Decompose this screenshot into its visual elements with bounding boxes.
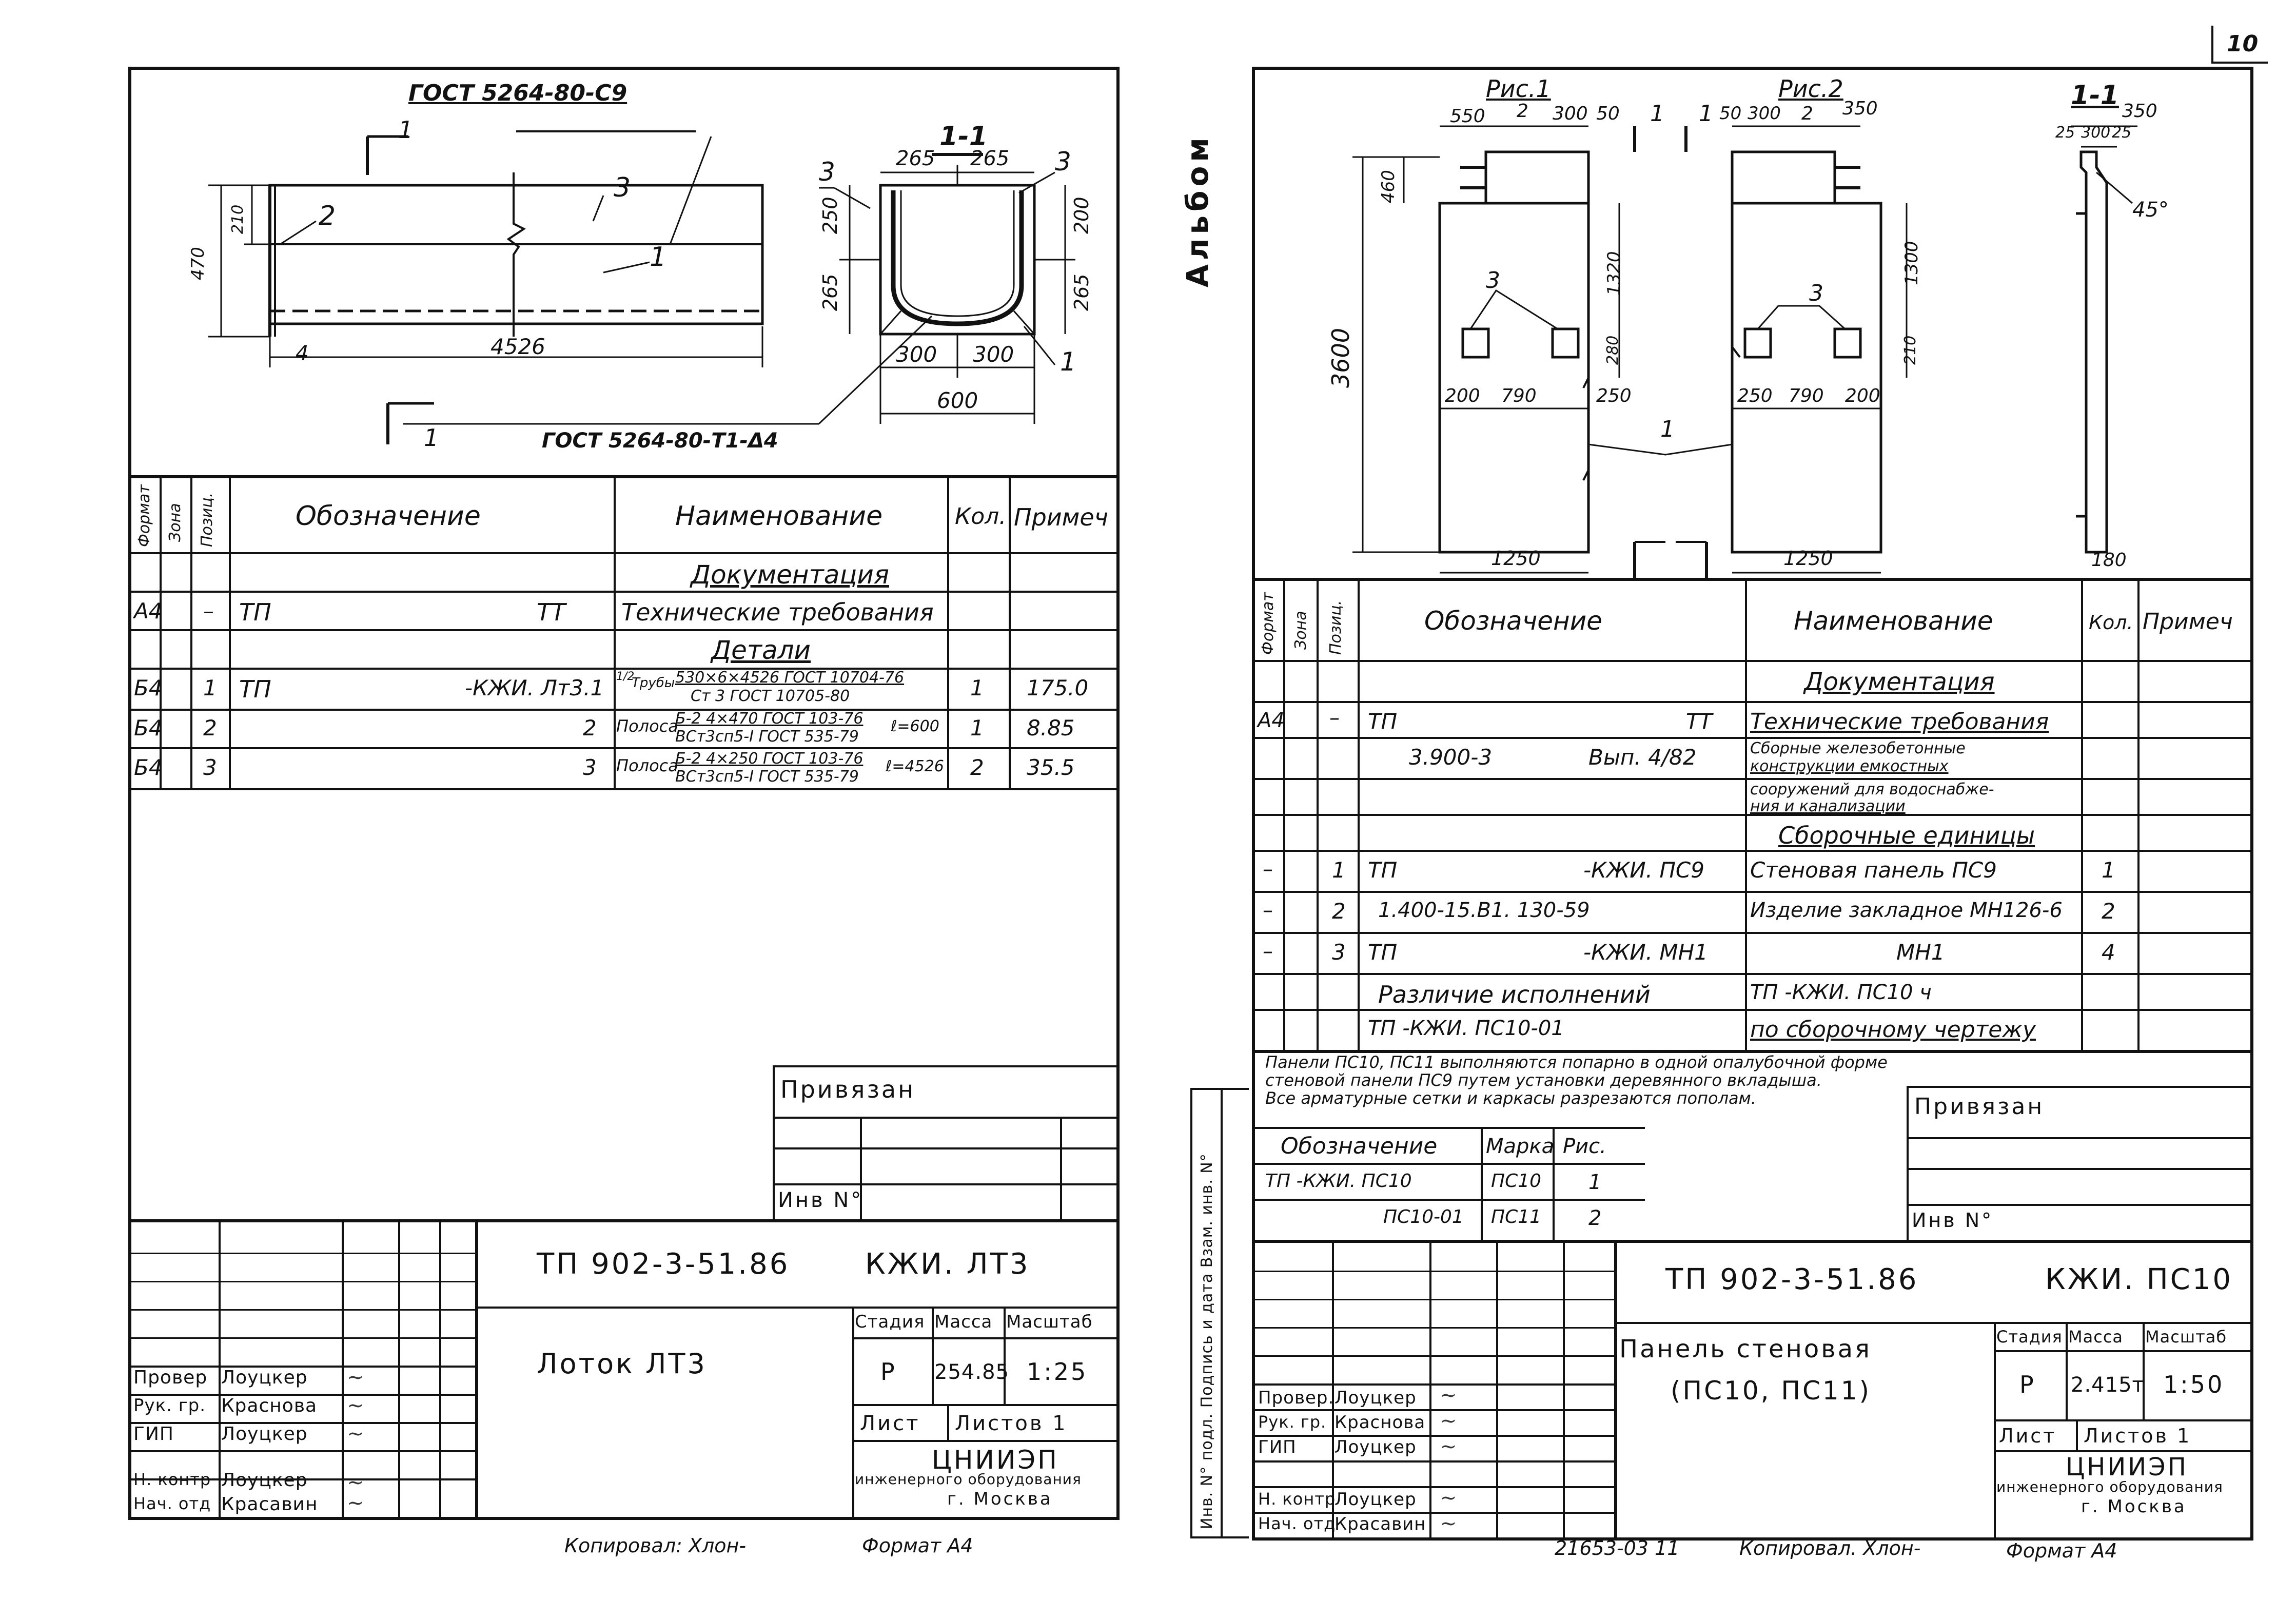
- right-stage: Р: [2019, 1371, 2036, 1398]
- right-drawing: [1255, 70, 2250, 578]
- left-name-3: Лоуцкер: [221, 1424, 308, 1445]
- row2-des-b: -КЖИ. Лт3.1: [465, 675, 604, 700]
- left-privyazan-label: Привязан: [780, 1076, 916, 1103]
- row3-name-top: Б-2 4×470 ГОСТ 103-76: [675, 710, 864, 728]
- row1-des-b: ТТ: [537, 598, 566, 626]
- row1-pos: –: [203, 598, 214, 623]
- r-row2-pos: 2: [1332, 899, 1346, 924]
- dim-4526: 4526: [490, 334, 545, 359]
- right-mass-header: Масса: [2068, 1327, 2124, 1347]
- row2-kind: Трубы: [632, 675, 675, 691]
- r-row-tt-des-b: ТТ: [1686, 709, 1713, 734]
- r-row1-name: Стеновая панель ПС9: [1750, 857, 1997, 883]
- row2-name-top: 530×6×4526 ГОСТ 10704-76: [675, 669, 905, 687]
- right-name-2: Краснова: [1335, 1412, 1426, 1433]
- row2-pos: 1: [203, 675, 217, 700]
- r-row3-name: МН1: [1896, 940, 1945, 965]
- variants-des-header: Обозначение: [1281, 1133, 1438, 1159]
- right-privyazan-box: [1907, 1086, 2250, 1240]
- right-spec-table: [1255, 578, 2250, 1040]
- variants-row2-fig: 2: [1588, 1206, 1602, 1230]
- left-footer-format: Формат А4: [862, 1534, 973, 1557]
- dim-470: 470: [188, 247, 208, 280]
- left-sheets-label: Листов 1: [955, 1412, 1068, 1435]
- left-stage: Р: [880, 1358, 897, 1386]
- right-drawing-svg: [1255, 70, 2250, 578]
- right-role-4: Н. контр: [1258, 1489, 1336, 1509]
- right-title-block: [1255, 1240, 2250, 1537]
- row1-format: А4: [134, 598, 163, 623]
- rdim-180: 180: [2091, 550, 2127, 571]
- right-sheet-label: Лист: [1999, 1425, 2057, 1447]
- right-signature-3: ~: [1440, 1435, 1457, 1458]
- r-row2-qty: 2: [2102, 899, 2115, 924]
- left-role-5: Нач. отд: [133, 1494, 211, 1513]
- col-zone-header: Зона: [166, 503, 184, 542]
- row3-format: Б4: [134, 715, 163, 740]
- row2-note: 175.0: [1027, 675, 1089, 700]
- left-signature-1: ~: [347, 1366, 364, 1389]
- row3-extra: ℓ=600: [891, 717, 939, 735]
- left-signature-2: ~: [347, 1394, 364, 1417]
- right-scale-header: Масштаб: [2145, 1327, 2227, 1347]
- left-stage-header: Стадия: [855, 1312, 925, 1332]
- right-section-label: 1-1: [2071, 80, 2119, 111]
- left-doc-code: ТП 902-3-51.86: [537, 1247, 790, 1281]
- gost-top-label: ГОСТ 5264-80-С9: [408, 80, 627, 106]
- rdim-300c: 300: [2081, 124, 2111, 142]
- r-row-tt-des-a: ТП: [1368, 709, 1398, 734]
- rdim-25b: 25: [2112, 124, 2132, 142]
- r-row1-des-a: ТП: [1368, 857, 1398, 883]
- r-row-album-name-3: сооружений для водоснабже-: [1750, 781, 1994, 798]
- r-row3-pos: 3: [1332, 940, 1346, 965]
- col-designation-header: Обозначение: [296, 501, 481, 532]
- rdim-350a: 350: [1842, 98, 1878, 119]
- variants-mark-header: Марка: [1486, 1135, 1555, 1158]
- right-doc-number: КЖИ. ПС10: [2045, 1263, 2233, 1296]
- r-row1-qty: 1: [2102, 857, 2115, 883]
- rdim-200a: 200: [1445, 385, 1480, 406]
- r-col-note-header: Примеч: [2143, 609, 2233, 635]
- row2-name-bot: Ст 3 ГОСТ 10705-80: [691, 687, 850, 705]
- right-name-1: Лоуцкер: [1335, 1388, 1417, 1408]
- rdim-45deg: 45°: [2132, 198, 2169, 222]
- rdim-200b: 200: [1845, 385, 1880, 406]
- right-org1: ЦНИИЭП: [2066, 1453, 2188, 1481]
- left-sheet: [128, 67, 1120, 1520]
- r-row-tt-pos: –: [1329, 706, 1340, 730]
- rdim-460: 460: [1378, 170, 1399, 203]
- r-row-album-name-2: конструкции емкостных: [1750, 757, 1949, 775]
- rdim-1300: 1300: [1901, 241, 1922, 285]
- section-pos1: 1: [1060, 347, 1076, 377]
- right-role-5: Нач. отд: [1258, 1514, 1336, 1533]
- col-pos-header: Позиц.: [198, 492, 216, 547]
- right-signature-4: ~: [1440, 1486, 1457, 1510]
- right-diff-row2: [1255, 1009, 2250, 1050]
- rdim-350b: 350: [2122, 101, 2157, 122]
- row3-kind: Полоса: [616, 716, 678, 736]
- r-row3-qty: 4: [2102, 940, 2115, 965]
- rdim-50b: 50: [1719, 103, 1742, 124]
- r-row3-des-a: ТП: [1368, 940, 1398, 965]
- r-diff-row1-name: ТП -КЖИ. ПС10 ч: [1750, 981, 1932, 1004]
- left-name-5: Красавин: [221, 1494, 318, 1515]
- left-inv-label: Инв N°: [778, 1188, 864, 1212]
- row2-frac: 1/2: [616, 670, 635, 683]
- rdim-3a: 3: [1486, 267, 1500, 294]
- rdim-3600: 3600: [1327, 327, 1355, 388]
- row4-kind: Полоса: [616, 756, 678, 775]
- rdim-3b: 3: [1809, 280, 1823, 306]
- variants-row1-des: ТП -КЖИ. ПС10: [1265, 1171, 1412, 1192]
- dim-600: 600: [937, 388, 978, 413]
- row4-name-bot: ВСт3сп5-I ГОСТ 535-79: [675, 768, 859, 786]
- rdim-50a: 50: [1596, 103, 1620, 124]
- right-doc-name-2: (ПС10, ПС11): [1671, 1376, 1872, 1406]
- page-number-underline: [2211, 62, 2268, 64]
- right-doc-code: ТП 902-3-51.86: [1665, 1263, 1919, 1296]
- left-doc-name: Лоток ЛТ3: [537, 1348, 707, 1380]
- row1-des-a: ТП: [239, 598, 271, 626]
- r-col-zone-header: Зона: [1292, 611, 1310, 650]
- left-drawing: [131, 70, 1116, 475]
- left-org2: инженерного оборудования: [855, 1471, 1082, 1488]
- variants-row2-mark: ПС11: [1491, 1206, 1542, 1227]
- rdim-250a: 250: [1596, 385, 1632, 406]
- section-pos3a: 3: [819, 157, 835, 187]
- r-row2-format: –: [1263, 899, 1273, 922]
- rdim-1320: 1320: [1604, 251, 1624, 296]
- right-doc-name-1: Панель стеновая: [1619, 1335, 1872, 1363]
- row4-name-top: Б-2 4×250 ГОСТ 103-76: [675, 750, 864, 768]
- right-note-1: Панели ПС10, ПС11 выполняются попарно в одной опалубочной форме: [1265, 1052, 1888, 1072]
- section-docs: Документация: [691, 560, 889, 590]
- row1-name: Технические требования: [621, 598, 934, 626]
- left-name-1: Лоуцкер: [221, 1367, 308, 1388]
- left-signature-5: ~: [347, 1491, 364, 1515]
- left-footer-copied: Копировал: Хлон-: [564, 1534, 747, 1557]
- right-inv-label: Инв N°: [1912, 1209, 1994, 1232]
- variants-row2-des: ПС10-01: [1383, 1206, 1464, 1227]
- right-name-4: Лоуцкер: [1335, 1489, 1417, 1510]
- rdim-280: 280: [1604, 335, 1622, 365]
- pos1-label: 1: [650, 242, 667, 272]
- col-note-header: Примеч: [1014, 503, 1108, 531]
- r-row-album-name-1: Сборные железобетонные: [1750, 739, 1966, 757]
- row4-des-b: 3: [583, 755, 597, 780]
- r-row1-des-b: -КЖИ. ПС9: [1583, 857, 1704, 883]
- variants-fig-header: Рис.: [1563, 1135, 1606, 1158]
- dim-265a: 265: [896, 147, 935, 170]
- cut-mark-top: 1: [398, 116, 414, 144]
- dim-265d: 265: [1070, 274, 1093, 311]
- r-diff-row2-des: ТП -КЖИ. ПС10-01: [1368, 1017, 1564, 1040]
- gost-bottom-label: ГОСТ 5264-80-Т1-Δ4: [542, 429, 778, 453]
- r-section-docs: Документация: [1804, 668, 1995, 696]
- r-row-tt-name: Технические требования: [1750, 709, 2049, 735]
- row4-extra: ℓ=4526: [886, 757, 944, 775]
- rdim-210: 210: [1901, 335, 1919, 365]
- right-sheet: [1252, 67, 2253, 1541]
- right-variants-table: [1255, 1127, 1645, 1240]
- left-spec-table: [131, 475, 1116, 886]
- right-org3: г. Москва: [2081, 1496, 2187, 1517]
- rdim-1b: 1: [1699, 101, 1713, 127]
- r-row-album-des-b: Вып. 4/82: [1588, 745, 1697, 770]
- col-qty-header: Кол.: [955, 503, 1007, 530]
- rdim-790a: 790: [1501, 385, 1537, 406]
- right-role-1: Провер.: [1258, 1388, 1335, 1408]
- r-row-album-name-4: ния и канализации: [1750, 797, 1906, 815]
- row4-pos: 3: [203, 755, 217, 780]
- row3-name-bot: ВСт3сп5-I ГОСТ 535-79: [675, 728, 859, 746]
- r-col-qty-header: Кол.: [2089, 611, 2133, 634]
- right-note-3: Все арматурные сетки и каркасы разрезаются пополам.: [1265, 1088, 1756, 1108]
- variants-row1-fig: 1: [1588, 1171, 1602, 1194]
- left-sheet-label: Лист: [860, 1412, 920, 1435]
- row2-qty: 1: [970, 675, 984, 700]
- r-col-pos-header: Позиц.: [1327, 600, 1345, 655]
- left-role-2: Рук. гр.: [133, 1395, 206, 1416]
- right-footer-copied: Копировал. Хлон-: [1739, 1537, 1921, 1559]
- right-note-2: стеновой панели ПС9 путем установки деревянного вкладыша.: [1265, 1070, 1822, 1090]
- right-signature-5: ~: [1440, 1512, 1457, 1535]
- right-name-3: Лоуцкер: [1335, 1437, 1417, 1457]
- row3-note: 8.85: [1027, 715, 1075, 740]
- right-name-5: Красавин: [1335, 1514, 1426, 1534]
- left-mass: 254.85: [934, 1360, 1009, 1384]
- pos2-label: 2: [319, 201, 336, 231]
- cut-mark-bottom: 1: [424, 424, 439, 452]
- fig2-label: Рис.2: [1778, 75, 1843, 103]
- r-col-format-header: Формат: [1259, 592, 1277, 655]
- left-role-3: ГИП: [133, 1424, 174, 1445]
- row3-pos: 2: [203, 715, 217, 740]
- right-signature-1: ~: [1440, 1383, 1457, 1407]
- fig1-label: Рис.1: [1486, 75, 1551, 103]
- left-signature-3: ~: [347, 1422, 364, 1446]
- r-row2-name: Изделие закладное МН126-6: [1750, 899, 2063, 922]
- section-pos3b: 3: [1055, 147, 1071, 177]
- dim-265c: 265: [819, 274, 841, 311]
- left-role-1: Провер: [133, 1367, 208, 1388]
- row4-note: 35.5: [1027, 755, 1075, 780]
- dim-4: 4: [296, 342, 309, 365]
- row4-qty: 2: [970, 755, 984, 780]
- right-stage-header: Стадия: [1996, 1327, 2063, 1347]
- r-col-designation-header: Обозначение: [1424, 606, 1602, 636]
- rdim-250b: 250: [1737, 385, 1773, 406]
- right-footer-format: Формат А4: [2006, 1539, 2117, 1562]
- rdim-25a: 25: [2055, 124, 2075, 142]
- rdim-1a: 1: [1650, 101, 1664, 127]
- col-format-header: Формат: [135, 484, 153, 547]
- right-role-3: ГИП: [1258, 1437, 1297, 1457]
- left-org1: ЦНИИЭП: [932, 1445, 1059, 1475]
- page-number: 10: [2227, 31, 2259, 57]
- rdim-1c: 1: [1660, 416, 1675, 442]
- col-name-header: Наименование: [675, 501, 883, 532]
- dim-250: 250: [819, 197, 841, 234]
- r-section-units: Сборочные единицы: [1778, 822, 2035, 849]
- dim-265b: 265: [970, 147, 1010, 170]
- pos3-label: 3: [614, 172, 631, 203]
- r-col-name-header: Наименование: [1794, 606, 1993, 636]
- right-org2: инженерного оборудования: [1996, 1478, 2223, 1495]
- right-scale: 1:50: [2163, 1371, 2225, 1398]
- r-row-album-des-a: 3.900-3: [1409, 745, 1493, 770]
- right-sheets-label: Листов 1: [2084, 1425, 2192, 1447]
- row2-format: Б4: [134, 675, 163, 700]
- right-mass: 2.415т: [2071, 1373, 2145, 1397]
- left-scale-header: Масштаб: [1006, 1312, 1093, 1332]
- left-org3: г. Москва: [947, 1489, 1053, 1509]
- dim-300a: 300: [896, 342, 937, 367]
- rdim-1250a: 1250: [1491, 547, 1541, 570]
- r-diff-row2-name: по сборочному чертежу: [1750, 1017, 2036, 1043]
- r-row2-des-a: 1.400-15.В1. 130-59: [1378, 899, 1590, 922]
- left-mass-header: Масса: [934, 1312, 993, 1332]
- left-doc-number: КЖИ. ЛТ3: [865, 1247, 1030, 1281]
- row4-format: Б4: [134, 755, 163, 780]
- r-row1-pos: 1: [1332, 857, 1346, 883]
- left-role-4: Н. контр: [133, 1470, 211, 1489]
- rdim-790b: 790: [1789, 385, 1824, 406]
- left-title-block: [131, 1219, 1116, 1517]
- r-row-tt-format: А4: [1258, 709, 1285, 732]
- left-name-2: Краснова: [221, 1395, 318, 1416]
- r-row3-format: –: [1263, 940, 1273, 963]
- rdim-550: 550: [1450, 106, 1485, 127]
- r-row1-format: –: [1263, 857, 1273, 881]
- variants-row1-mark: ПС10: [1491, 1171, 1542, 1192]
- left-name-4: Лоуцкер: [221, 1470, 308, 1491]
- dim-210: 210: [229, 204, 247, 234]
- right-side-stamp: Инв. N° подл. Подпись и дата Взам. инв. N°: [1198, 1153, 1216, 1529]
- left-signature-4: ~: [347, 1471, 364, 1494]
- r-diff-label: Различие исполнений: [1378, 981, 1651, 1008]
- dim-300b: 300: [973, 342, 1014, 367]
- right-privyazan-label: Привязан: [1914, 1094, 2045, 1120]
- album-label: Альбом: [1180, 133, 1215, 287]
- left-privyazan-box: [773, 1065, 1116, 1219]
- rdim-2a: 2: [1517, 101, 1528, 122]
- section-parts: Детали: [711, 635, 811, 665]
- right-role-2: Рук. гр.: [1258, 1412, 1327, 1432]
- row3-qty: 1: [970, 715, 984, 740]
- dim-200: 200: [1070, 197, 1093, 234]
- page-number-bracket: [2211, 26, 2213, 62]
- section-label: 1-1: [939, 121, 988, 152]
- rdim-300b: 300: [1748, 103, 1781, 124]
- rdim-1250b: 1250: [1783, 547, 1833, 570]
- r-row3-des-b: -КЖИ. МН1: [1583, 940, 1708, 965]
- rdim-2b: 2: [1801, 103, 1813, 124]
- right-footer-code: 21653-03 11: [1555, 1537, 1680, 1559]
- right-signature-2: ~: [1440, 1409, 1457, 1433]
- left-scale: 1:25: [1027, 1358, 1088, 1386]
- row3-des-b: 2: [583, 715, 597, 740]
- row2-des-a: ТП: [239, 675, 271, 703]
- rdim-300a: 300: [1553, 103, 1588, 124]
